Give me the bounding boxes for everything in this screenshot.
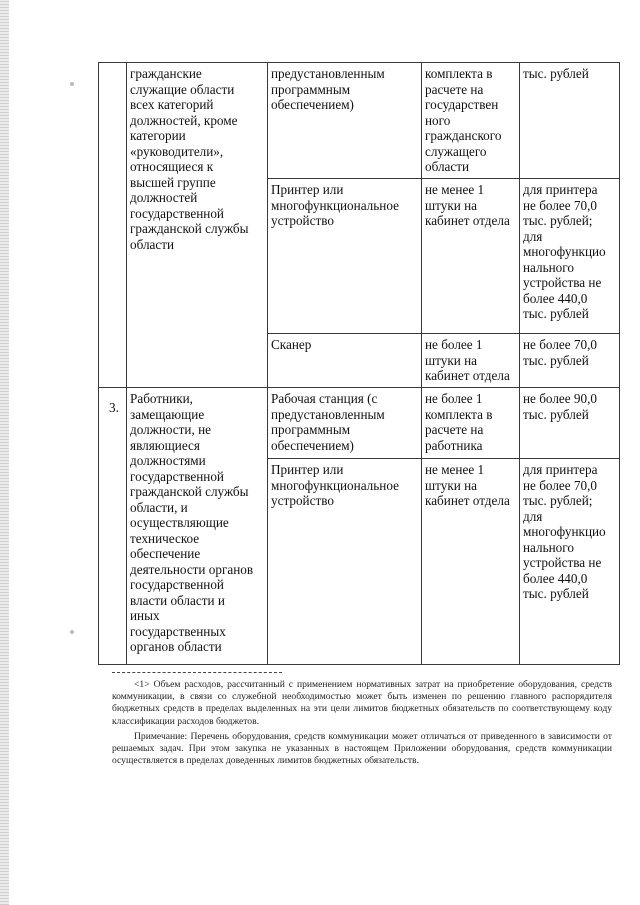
equipment-cell: Рабочая станция (с предустановленным программным обеспечением) — [268, 388, 422, 459]
quantity-cell: не более 1 штуки на кабинет отдела — [422, 334, 520, 388]
price-cell: для принтера не более 70,0 тыс. рублей; для многофункцио нального устройства не более 440,0 тыс. рублей — [520, 459, 620, 665]
position-category-cell: Работники, замещающие должности, не являющиеся должностями государственной гражданской службы области, и осуществляющие техническое обеспечение деятельности органов государственной власти области и иных государственных органов области — [127, 388, 268, 665]
price-cell: для принтера не более 70,0 тыс. рублей; для многофункцио нального устройства не более 440,0 тыс. рублей — [520, 179, 620, 334]
row-number-cell — [99, 63, 127, 388]
price-cell: не более 90,0 тыс. рублей — [520, 388, 620, 459]
price-cell: тыс. рублей — [520, 63, 620, 179]
footnote-note: Примечание: Перечень оборудования, средств коммуникации может отличаться от приведенного в зависимости от решаемых задач. При этом закупка не указанных в настоящем Приложении оборудования, средств коммуникации осуществляется в пределах доведенных лимитов бюджетных обязательств. — [112, 730, 612, 767]
table-row — [99, 63, 620, 179]
quantity-cell: не менее 1 штуки на кабинет отдела — [422, 459, 520, 665]
scan-dot — [70, 630, 74, 634]
equipment-cell: Сканер — [268, 334, 422, 388]
equipment-cell: Принтер или многофункциональное устройство — [268, 459, 422, 665]
equipment-cell: предустановленным программным обеспечением) — [268, 63, 422, 179]
price-cell: не более 70,0 тыс. рублей — [520, 334, 620, 388]
quantity-cell: комплекта в расчете на государствен ного гражданского служащего области — [422, 63, 520, 179]
quantity-cell: не более 1 комплекта в расчете на работника — [422, 388, 520, 459]
quantity-cell: не менее 1 штуки на кабинет отдела — [422, 179, 520, 334]
scan-dot — [70, 82, 74, 86]
position-category-cell: гражданские служащие области всех категорий должностей, кроме категории «руководители», относящиеся к высшей группе должностей государственной гражданской службы области — [127, 63, 268, 388]
footnote-1: <1> Объем расходов, рассчитанный с применением нормативных затрат на приобретение оборудования, средств коммуникации, в связи со служебной необходимостью может быть изменен по решению главного распорядителя бюджетных средств в пределах выделенных на эти цели лимитов бюджетных обязательств по соответствующему коду классификации расходов бюджетов. — [112, 679, 612, 727]
row-number-cell: 3. — [99, 388, 127, 665]
equipment-norms-table — [98, 62, 620, 665]
scan-edge — [0, 0, 9, 905]
footnote-separator — [112, 672, 282, 673]
table-row — [99, 388, 620, 459]
footnotes — [112, 672, 612, 770]
equipment-cell: Принтер или многофункциональное устройство — [268, 179, 422, 334]
